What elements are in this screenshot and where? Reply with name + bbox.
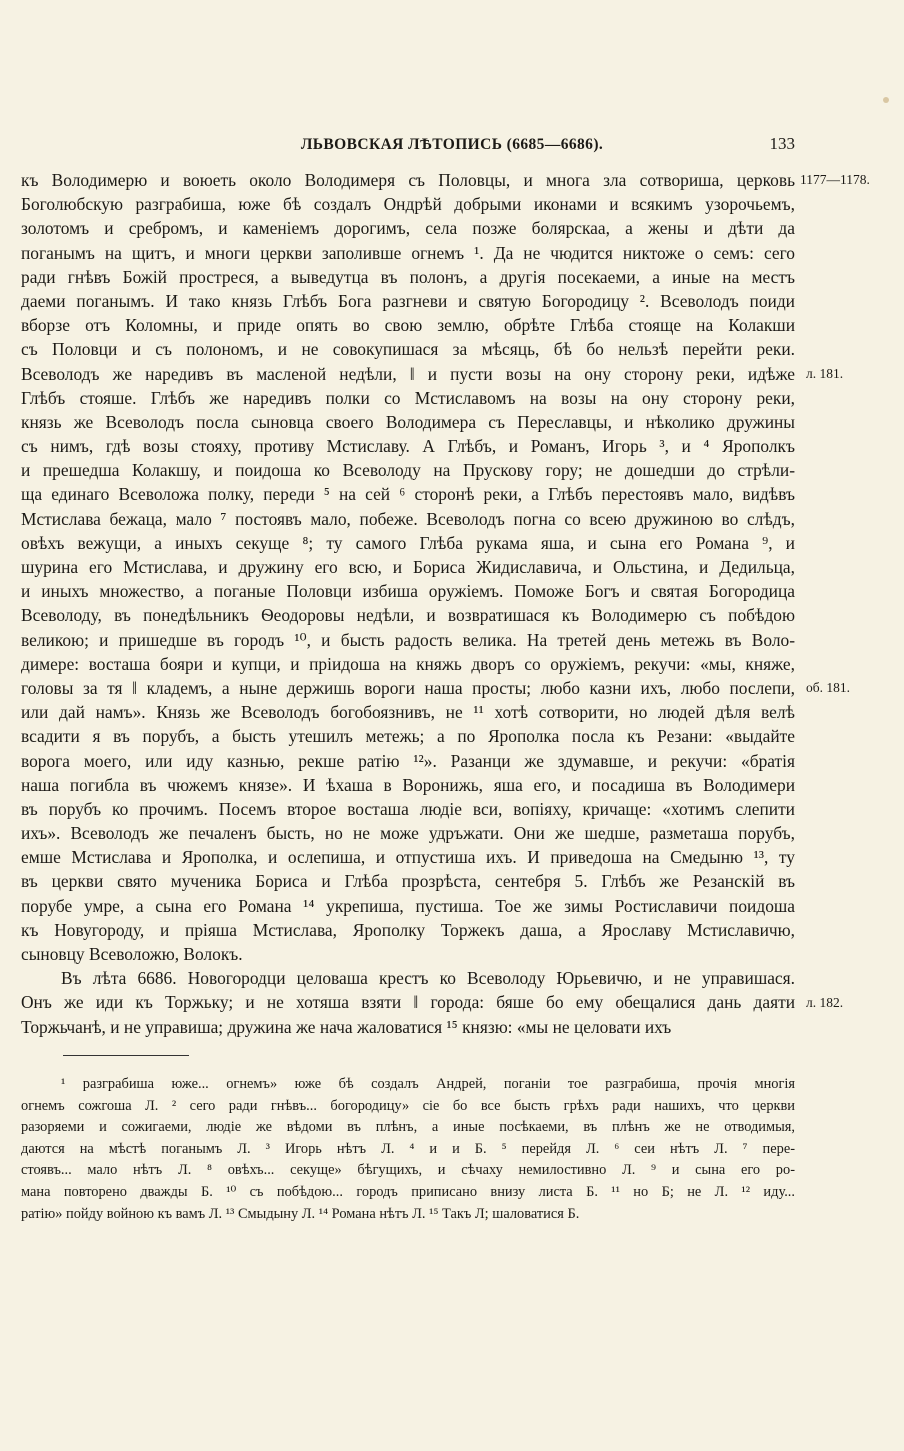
text-line: и прешедша Колакшу, и поидоша ко Всеволоду на Прускову гору; не дошедши до стрѣли- xyxy=(21,460,795,481)
text-line: шурина его Мстислава, и дружину его всю, и Бориса Жидиславича, и Ольстина, и Дедильца, xyxy=(21,557,795,577)
text-line: въ церкви свято мученика Бориса и Глѣба прозрѣста, сентебря 5. Глѣбъ же Резанскій въ xyxy=(21,871,795,892)
paper-speck xyxy=(883,97,889,103)
text-line: князь же Всеволодъ посла сыновца своего Володимера съ Переславцы, и нѣколико дружины xyxy=(21,411,795,432)
text-line: къ Володимерю и воюеть около Володимеря съ Половцы, и многа зла сотвориша, церковь xyxy=(21,170,795,190)
text-line: Глѣбъ стояше. Глѣбъ же наредивъ полки со Мстиславомъ на возы на ону сторону реки, xyxy=(21,387,795,408)
text-line: съ Половци и съ полономъ, и не совокупишася за мѣсяць, бѣ бо нельзѣ перейти реки. xyxy=(21,339,795,360)
text-line: ихъ». Всеволодъ же печаленъ бысть, но не може удръжати. Они же шедше, разметаша порубъ, xyxy=(21,823,795,844)
page-number: 133 xyxy=(769,134,795,153)
text-line: къ Новугороду, и пріяша Мстислава, Ярополку Торжекъ даша, а Ярославу Мстиславичю, xyxy=(21,919,795,940)
text-line: порубе умре, а сына его Романа ¹⁴ укрепиша, пустиша. Тое же зимы Ростиславичи поидоша xyxy=(21,895,795,916)
text-line: съ нимъ, гдѣ возы стояху, противу Мстиславу. А Глѣбъ, и Романъ, Игорь ³, и ⁴ Ярополкъ xyxy=(21,436,795,457)
text-line: всадити я въ порубъ, а бысть утешилъ метежь; а по Ярополка посла къ Резани: «выдайте xyxy=(21,726,795,747)
text-line: вборзе отъ Коломны, и приде опять во свою землю, обрѣте Глѣба стояще на Колакши xyxy=(21,315,795,336)
text-line: Всеволоду, въ понедѣльникъ Ѳеодоровы недѣли, и возвратишася къ Володимерю съ побѣдою xyxy=(21,605,795,626)
text-line: овѣхъ вежущи, а иныхъ секуще ⁸; ту самого Глѣба рукама яша, и сына его Романа ⁹, и xyxy=(21,532,795,553)
text-line: поганымъ на щитъ, и многи церкви заполивше огнемъ ¹. Да не чюдится никтоже о семъ: сего xyxy=(21,242,795,263)
text-line: ворога моего, или иду казнью, рекше ратію ¹²». Разанци же здумавше, и рекучи: «братія xyxy=(21,750,795,771)
text-line: головы за тя ‖ кладемъ, а ныне держишь вороги наша просты; любо казни ихъ, любо послепи, xyxy=(21,677,795,698)
text-line: золотомъ и сребромъ, и каменіемъ дорогимъ, села позже болярскаа, а жены и дѣти да xyxy=(21,218,795,239)
text-line: емше Мстислава и Ярополка, и ослепиша, и отпустиша ихъ. И приведоша на Смедыню ¹³, ту xyxy=(21,847,795,868)
text-line: и иныхъ множество, а поганые Половци избиша оружіемъ. Поможе Богъ и святая Богородица xyxy=(21,581,795,602)
text-line: ради гнѣвъ Божій простреся, а выведутца въ полонъ, а другія посекаеми, а иные на местъ xyxy=(21,266,795,287)
text-line: великою; и пришедше въ городъ ¹⁰, и бысть радость велика. На третей день метежь въ Воло- xyxy=(21,629,795,650)
text-line: даеми поганымъ. И тако князь Глѣбъ Бога разгневи и святую Богородицу ². Всеволодъ поиди xyxy=(21,290,795,311)
margin-note: об. 181. xyxy=(806,680,850,696)
margin-note: л. 182. xyxy=(806,994,844,1010)
footnote-line: ратію» пойду войною къ вамъ Л. ¹³ Смыдыну Л. ¹⁴ Романа нѣтъ Л. ¹⁵ Такъ Л; шаловатися Б. xyxy=(21,1205,580,1222)
footnote-line: даются на мѣстѣ поганымъ Л. ³ Игорь нѣтъ Л. ⁴ и и Б. ⁵ перейдя Л. ⁶ сеи нѣтъ Л. ⁷ пере- xyxy=(21,1140,795,1157)
main-text-block xyxy=(21,168,795,1039)
running-header-title: ЛЬВОВСКАЯ ЛѢТОПИСЬ (6685—6686). xyxy=(300,136,604,153)
text-line: Мстислава бежаца, мало ⁷ постоявъ мало, побеже. Всеволодъ погна со всею дружиною во слѣдъ, xyxy=(21,508,795,529)
text-line: Въ лѣта 6686. Новогородци целоваша крестъ ко Всеволоду Юрьевичю, и не управишася. xyxy=(61,968,795,989)
footnote-rule xyxy=(63,1055,189,1056)
footnote-line: стоявъ... мало нѣтъ Л. ⁸ овѣхъ... секуще» бѣгущихъ, и сѣчаху немилостивно Л. ⁹ и сына его ро- xyxy=(21,1162,795,1179)
footnotes-block xyxy=(21,1074,795,1225)
margin-note: л. 181. xyxy=(806,365,844,381)
footnote-line: мана повторено дважды Б. ¹⁰ съ побѣдою... городъ приписано внизу листа Б. ¹¹ но Б; не Л. ¹² иду... xyxy=(21,1183,795,1200)
text-line: Торжьчанѣ, и не управиша; дружина же нача жаловатися ¹⁵ князю: «мы не целовати ихъ xyxy=(21,1016,672,1037)
text-line: въ порубъ ко прочимъ. Посемъ второе восташа людіе вси, вопіяху, кричаще: «хотимъ слепити xyxy=(21,798,795,819)
text-line: димере: восташа бояри и купци, и пріидоша на княжь дворъ со оружіемъ, рекучи: «мы, княже, xyxy=(21,653,795,674)
text-line: Онъ же иди къ Торжьку; и не хотяша взяти ‖ города: бяше бо ему обещалися дань даяти xyxy=(21,992,795,1013)
margin-note: 1177—1178. xyxy=(800,172,870,187)
text-line: наша погибла въ чюжемъ князе». И ѣхаша в Воронижь, яша его, и посадиша въ Володимери xyxy=(21,774,795,795)
text-line: ща единаго Всеволожа полку, переди ⁵ на сей ⁶ сторонѣ реки, а Глѣбъ перестоявъ мало, видѣвъ xyxy=(21,484,795,505)
footnote-line: ¹ разграбиша юже... огнемъ» юже бѣ создалъ Андрей, поганіи тое разграбиша, прочія многія xyxy=(61,1076,795,1092)
text-line: Боголюбскую разграбиша, юже бѣ создалъ Ондрѣй добрыми иконами и всякимъ узорочьемъ, xyxy=(21,194,795,215)
text-line: сыновцу Всеволожю, Волокъ. xyxy=(21,944,243,964)
footnote-line: огнемъ сожгоша Л. ² сего ради гнѣвъ... богородицу» сіе бо все бысть грѣхъ ради нашихъ, что церкви xyxy=(21,1097,795,1114)
footnote-line: разоряеми и сожигаеми, людіе же вѣдоми въ плѣнъ, а иные посѣкаеми, въ плѣнъ же не отводимыя, xyxy=(21,1119,795,1136)
text-line: Всеволодъ же наредивъ въ масленой недѣли, ‖ и пусти возы на ону сторону реки, идѣже xyxy=(21,363,795,384)
text-line: или дай намъ». Князь же Всеволодъ богобоязнивъ, не ¹¹ хотѣ сотворити, но людей дѣля велѣ xyxy=(21,702,795,723)
